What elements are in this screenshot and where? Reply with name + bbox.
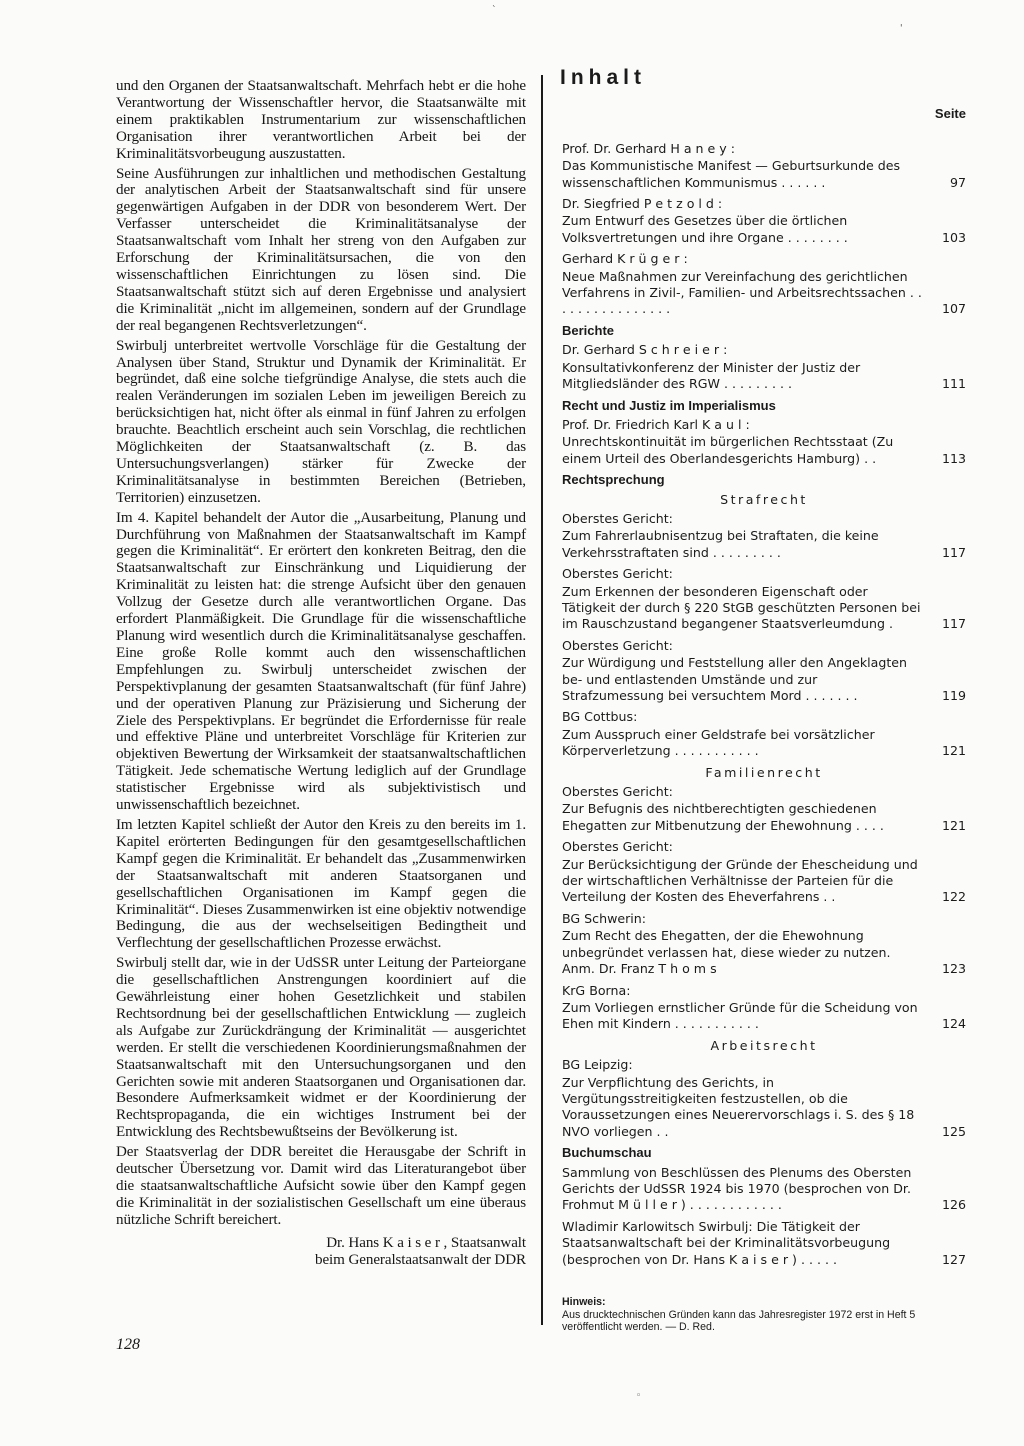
toc-entry-author: Oberstes Gericht: xyxy=(562,566,673,582)
toc-entry-author: Dr. Gerhard S c h r e i e r : xyxy=(562,342,728,358)
toc-entry-line xyxy=(562,584,966,633)
print-speck: ' xyxy=(900,24,903,34)
article-paragraph: Swirbulj stellt dar, wie in der UdSSR unter Leitung der Parteiorgane die gesellschaftlichen Anstrengungen koordiniert auf die Gewährleistung einer hohen Gesetzlichkeit und stabilen Rechtsordnung bei der gesellschaftlichen Entwicklung — zugleich als Aufgabe zur Zurückdrängung der Kriminalität — ausgerichtet werden. Er stellt die verschiedenen Koordinierungsmaßnahmen der Staatsanwaltschaft mit den Untersuchungsorganen und den Gerichten sowie mit anderen Staatsorganen und Organisationen dar. Besondere Aufmerksamkeit widmet er der Koordinierung der Rechtspropaganda, die ein wichtiges Instrument bei der Entwicklung des Rechtsbewußtseins der Bevölkerung ist. xyxy=(116,955,526,1141)
toc-title: Inhalt xyxy=(560,66,646,89)
editorial-note xyxy=(562,1296,966,1334)
toc-entry-author: BG Leipzig: xyxy=(562,1057,633,1073)
toc-entry-author: Oberstes Gericht: xyxy=(562,510,673,526)
toc-entry-title: Zur Verpflichtung des Gerichts, in Vergütungsstreitigkeiten festzustellen, ob die Voraussetzungen eines Neuerervorschlags i. S. des § 18 NVO vorliegen . . xyxy=(562,1074,915,1139)
page-number: 128 xyxy=(116,1336,140,1353)
toc-entry-title: Unrechtskontinuität im bürgerlichen Rechtsstaat (Zu einem Urteil des Oberlandesgerichts Hamburg) . . xyxy=(562,434,894,466)
print-speck: ◦ xyxy=(636,1391,642,1401)
toc-entry-author: Dr. Siegfried P e t z o l d : xyxy=(562,196,723,212)
toc-subsection-heading: Strafrecht xyxy=(720,491,808,507)
toc-entry[interactable] xyxy=(562,839,966,906)
toc-entry[interactable] xyxy=(562,983,966,1033)
toc-entry-line xyxy=(562,213,966,246)
toc-section-heading: Recht und Justiz im Imperialismus xyxy=(562,397,776,413)
toc-entry-title: Zum Entwurf des Gesetzes über die örtlichen Volksvertretungen und ihre Organe . . . . . . . . xyxy=(562,213,848,245)
article-paragraph: Seine Ausführungen zur inhaltlichen und methodischen Gestaltung der analytischen Arbeit der Staatsanwaltschaft sind für unsere gegenwärtigen Aufgaben in der DDR von besonderem Wert. Der Verfasser unterscheidet die Kriminalitätsanalyse der Staatsanwaltschaft vom Inhalt her streng von den Aufgaben zur Erforschung der Kriminalitätsursachen, die von den wissenschaftlichen Einrichtungen zu lösen sind. Die Staatsanwaltschaft stützt sich auf deren Ergebnisse und analysiert die Kriminalität „nicht im allgemeinen, sondern auf der Grundlage der real begangenen Rechtsverletzungen“. xyxy=(116,165,526,334)
toc-entry-line xyxy=(562,360,966,393)
toc-entry[interactable] xyxy=(562,1165,966,1214)
toc-entry-author: Oberstes Gericht: xyxy=(562,784,673,800)
toc-entry-page: 111 xyxy=(941,376,966,392)
toc-entry[interactable] xyxy=(562,709,966,759)
toc-entry-page: 121 xyxy=(941,743,966,759)
signature-name: Dr. Hans K a i s e r , Staatsanwalt xyxy=(326,1234,526,1251)
toc-entry-page: 103 xyxy=(941,229,966,245)
toc-entry-page: 127 xyxy=(941,1251,966,1267)
toc-entry-author: Gerhard K r ü g e r : xyxy=(562,251,688,267)
toc-entry[interactable] xyxy=(562,141,966,191)
toc-entry-page: 123 xyxy=(941,961,966,977)
toc-entry[interactable] xyxy=(562,1219,966,1268)
toc-section-heading: Rechtsprechung xyxy=(562,472,665,488)
toc-entry-line xyxy=(562,857,966,906)
toc-items xyxy=(562,141,966,1268)
toc-entry-page: 97 xyxy=(949,174,966,190)
toc-entry-line xyxy=(562,1000,966,1033)
toc-entry-page: 126 xyxy=(941,1197,966,1213)
toc-entry[interactable] xyxy=(562,251,966,318)
toc-page-column-label: Seite xyxy=(934,106,966,122)
toc-entry-page: 117 xyxy=(941,616,966,632)
toc-entry[interactable] xyxy=(562,196,966,246)
article-signature xyxy=(116,1235,526,1269)
toc-entry-line xyxy=(562,1219,966,1268)
toc-subsection-heading: Familienrecht xyxy=(705,764,823,780)
toc-entry-author: Oberstes Gericht: xyxy=(562,839,673,855)
toc-entry[interactable] xyxy=(562,511,966,561)
toc-entry-title: Zum Recht des Ehegatten, der die Ehewohnung unbegründet verlassen hat, diese wieder zu nutzen. Anm. Dr. Franz T h o m s xyxy=(562,928,891,977)
table-of-contents xyxy=(560,66,966,1334)
article-paragraph: Der Staatsverlag der DDR bereitet die Herausgabe der Schrift in deutscher Übersetzung vor. Damit wird das Literaturangebot über die staatsanwaltschaftliche Aufsicht sowie über den Kampf gegen die Kriminalität in der sozialistischen Gesellschaft um eine überaus nützliche Schrift bereichert. xyxy=(116,1144,526,1228)
toc-entry-title: Neue Maßnahmen zur Vereinfachung des gerichtlichen Verfahrens in Zivil-, Familien- und Arbeitsrechtssachen . . . . . . . . . . . . . . . . xyxy=(562,268,922,317)
toc-section-heading: Berichte xyxy=(562,322,615,338)
toc-entry-page: 124 xyxy=(941,1016,966,1032)
note-text: Aus drucktechnischen Gründen kann das Jahresregister 1972 erst in Heft 5 veröffentlicht werden. — D. Red. xyxy=(562,1308,916,1333)
toc-entry-line xyxy=(562,655,966,704)
toc-entry[interactable] xyxy=(562,342,966,392)
toc-entry[interactable] xyxy=(562,784,966,834)
column-divider xyxy=(541,75,543,1325)
article-paragraph: und den Organen der Staatsanwaltschaft. Mehrfach hebt er die hohe Verantwortung der Wissenschaftler hervor, die Staatsanwälte mit einem praktikablen Instrumentarium zur wissenschaftlichen Organisation ihrer verantwortlichen Arbeit bei der Kriminalitätsvorbeugung auszustatten. xyxy=(116,78,526,162)
toc-entry-line xyxy=(562,528,966,561)
toc-entry[interactable] xyxy=(562,638,966,705)
toc-entry-author: Prof. Dr. Friedrich Karl K a u l : xyxy=(562,416,750,432)
toc-entry-page: 122 xyxy=(941,889,966,905)
article-paragraph: Im 4. Kapitel behandelt der Autor die „Ausarbeitung, Planung und Durchführung von Maßnahmen der Staatsanwaltschaft im Kampf gegen die Kriminalität“. Er erörtert den konkreten Beitrag, den die Staatsanwaltschaft zur Einschränkung und Liquidierung der Kriminalität zu leisten hat: die strenge Aufsicht über den genauen Vollzug der Gesetze durch alle verantwortlichen Organe. Das erfordert Planmäßigkeit. Die Grundlage für die wissenschaftliche Planung wird wesentlich durch die Kriminalitätsanalyse geschaffen. Eine große Rolle kommt auch den wissenschaftlichen Empfehlungen zu. Swirbulj unterscheidet zwischen der Perspektivplanung der gesamten Staatsanwaltschaft (für fünf Jahre) und der operativen Planung zur Präzisierung und Sicherung der Ziele des Perspektivplans. Er begründet die Erfordernisse für reale und effektive Pläne und unterbreitet Vorschläge für Kriterien zur objektiven Bewertung der Wirksamkeit der staatsanwaltschaftlichen Tätigkeit. Jede schematische Wertung lediglich auf der Grundlage statistischer Ergebnisse wird als subjektivistisch und unwissenschaftlich bezeichnet. xyxy=(116,509,526,814)
toc-entry-title: Wladimir Karlowitsch Swirbulj: Die Tätigkeit der Staatsanwaltschaft bei der Kriminalitätsvorbeugung (besprochen von Dr. Hans K a i s e r ) . . . . . xyxy=(562,1218,891,1267)
toc-entry[interactable] xyxy=(562,417,966,467)
toc-entry-title: Zum Erkennen der besonderen Eigenschaft oder Tätigkeit der durch § 220 StGB geschützten Personen bei im Rauschzustand begangener Staatsverleumdung . xyxy=(562,583,921,632)
toc-entry-title: Das Kommunistische Manifest — Geburtsurkunde des wissenschaftlichen Kommunismus . . . . . . xyxy=(562,158,901,190)
toc-entry-title: Zur Würdigung und Feststellung aller den Angeklagten be- und entlastenden Umstände und zur Strafzumessung bei versuchtem Mord . . . . . . . xyxy=(562,655,908,703)
toc-entry-line xyxy=(562,928,966,977)
toc-entry-title: Zum Vorliegen ernstlicher Gründe für die Scheidung von Ehen mit Kindern . . . . . . . . . . . xyxy=(562,999,918,1032)
toc-entry-line xyxy=(562,1075,966,1141)
toc-entry-line xyxy=(562,801,966,834)
article-paragraph: Swirbulj unterbreitet wertvolle Vorschläge für die Gestaltung der Analysen über Stand, Struktur und Dynamik der Kriminalität. Er begründet, daß eine solche tiefgründige Analyse, die stets auch die realen Veränderungen im sozialen Leben im jeweiligen Bereich zu berücksichtigen hat, nicht öfter als einmal in fünf Jahren zu erfolgen brauchte. Beachtlich erscheint auch sein Vorschlag, die rechtlichen Möglichkeiten der Staatsanwaltschaft (z. B. das Untersuchungsverlangen) stärker für Zwecke der Kriminalitätsanalyse in bestimmten Bereichen (Betrieben, Territorien) einzusetzen. xyxy=(116,337,526,506)
toc-entry[interactable] xyxy=(562,911,966,978)
toc-subsection-heading: Arbeitsrecht xyxy=(710,1037,818,1053)
toc-entry-page: 107 xyxy=(941,301,966,317)
toc-entry[interactable] xyxy=(562,1057,966,1140)
print-speck: ` xyxy=(492,6,497,16)
toc-entry-author: BG Schwerin: xyxy=(562,910,647,926)
toc-entry-line xyxy=(562,158,966,191)
toc-entry-author: Oberstes Gericht: xyxy=(562,637,673,653)
toc-entry-page: 121 xyxy=(941,817,966,833)
article-column xyxy=(116,78,526,1269)
toc-entry-line xyxy=(562,269,966,318)
toc-entry-author: BG Cottbus: xyxy=(562,709,638,725)
toc-entry-line xyxy=(562,1165,966,1214)
toc-entry-author: Prof. Dr. Gerhard H a n e y : xyxy=(562,140,735,156)
toc-entry-title: Zur Befugnis des nichtberechtigten geschiedenen Ehegatten zur Mitbenutzung der Ehewohnung . . . . xyxy=(562,801,884,833)
toc-entry-title: Zum Fahrerlaubnisentzug bei Straftaten, die keine Verkehrsstraftaten sind . . . . . . . . . xyxy=(562,528,879,560)
article-paragraph: Im letzten Kapitel schließt der Autor den Kreis zu den bereits im 1. Kapitel erörterten Bedingungen für den gesamtgesellschaftlichen Kampf gegen die Kriminalität. Er behandelt das „Zusammenwirken der Staatsanwaltschaft mit anderen Staatsorganen und gesellschaftlichen Organisationen im Kampf gegen die Kriminalität“. Dieses Zusammenwirken ist eine objektiv notwendige Bedingung, die aus der wechselseitigen Bedingtheit und Verflechtung der gesellschaftlichen Prozesse erwächst. xyxy=(116,816,526,952)
toc-entry-page: 117 xyxy=(941,544,966,560)
toc-entry-title: Zur Berücksichtigung der Gründe der Ehescheidung und der wirtschaftlichen Verhältnisse der Parteien für die Verteilung der Kosten des Eheverfahrens . . xyxy=(562,856,918,905)
toc-entry-line xyxy=(562,434,966,467)
toc-entry-page: 113 xyxy=(941,450,966,466)
toc-entry-page: 119 xyxy=(941,688,966,703)
signature-affiliation: beim Generalstaatsanwalt der DDR xyxy=(315,1251,526,1268)
toc-entry-author: KrG Borna: xyxy=(562,982,631,998)
toc-entry-line xyxy=(562,727,966,760)
note-label: Hinweis: xyxy=(562,1296,606,1308)
toc-entry-title: Sammlung von Beschlüssen des Plenums des Obersten Gerichts der UdSSR 1924 bis 1970 (besprochen von Dr. Frohmut M ü l l e r ) . . . . . . . . . . . . xyxy=(562,1164,912,1213)
toc-entry-title: Konsultativkonferenz der Minister der Justiz der Mitgliedsländer des RGW . . . . . . . . . xyxy=(562,359,861,392)
toc-section-heading: Buchumschau xyxy=(562,1145,652,1161)
toc-entry-title: Zum Ausspruch einer Geldstrafe bei vorsätzlicher Körperverletzung . . . . . . . . . . . xyxy=(562,726,875,759)
toc-entry[interactable] xyxy=(562,566,966,633)
toc-entry-page: 125 xyxy=(941,1123,966,1139)
